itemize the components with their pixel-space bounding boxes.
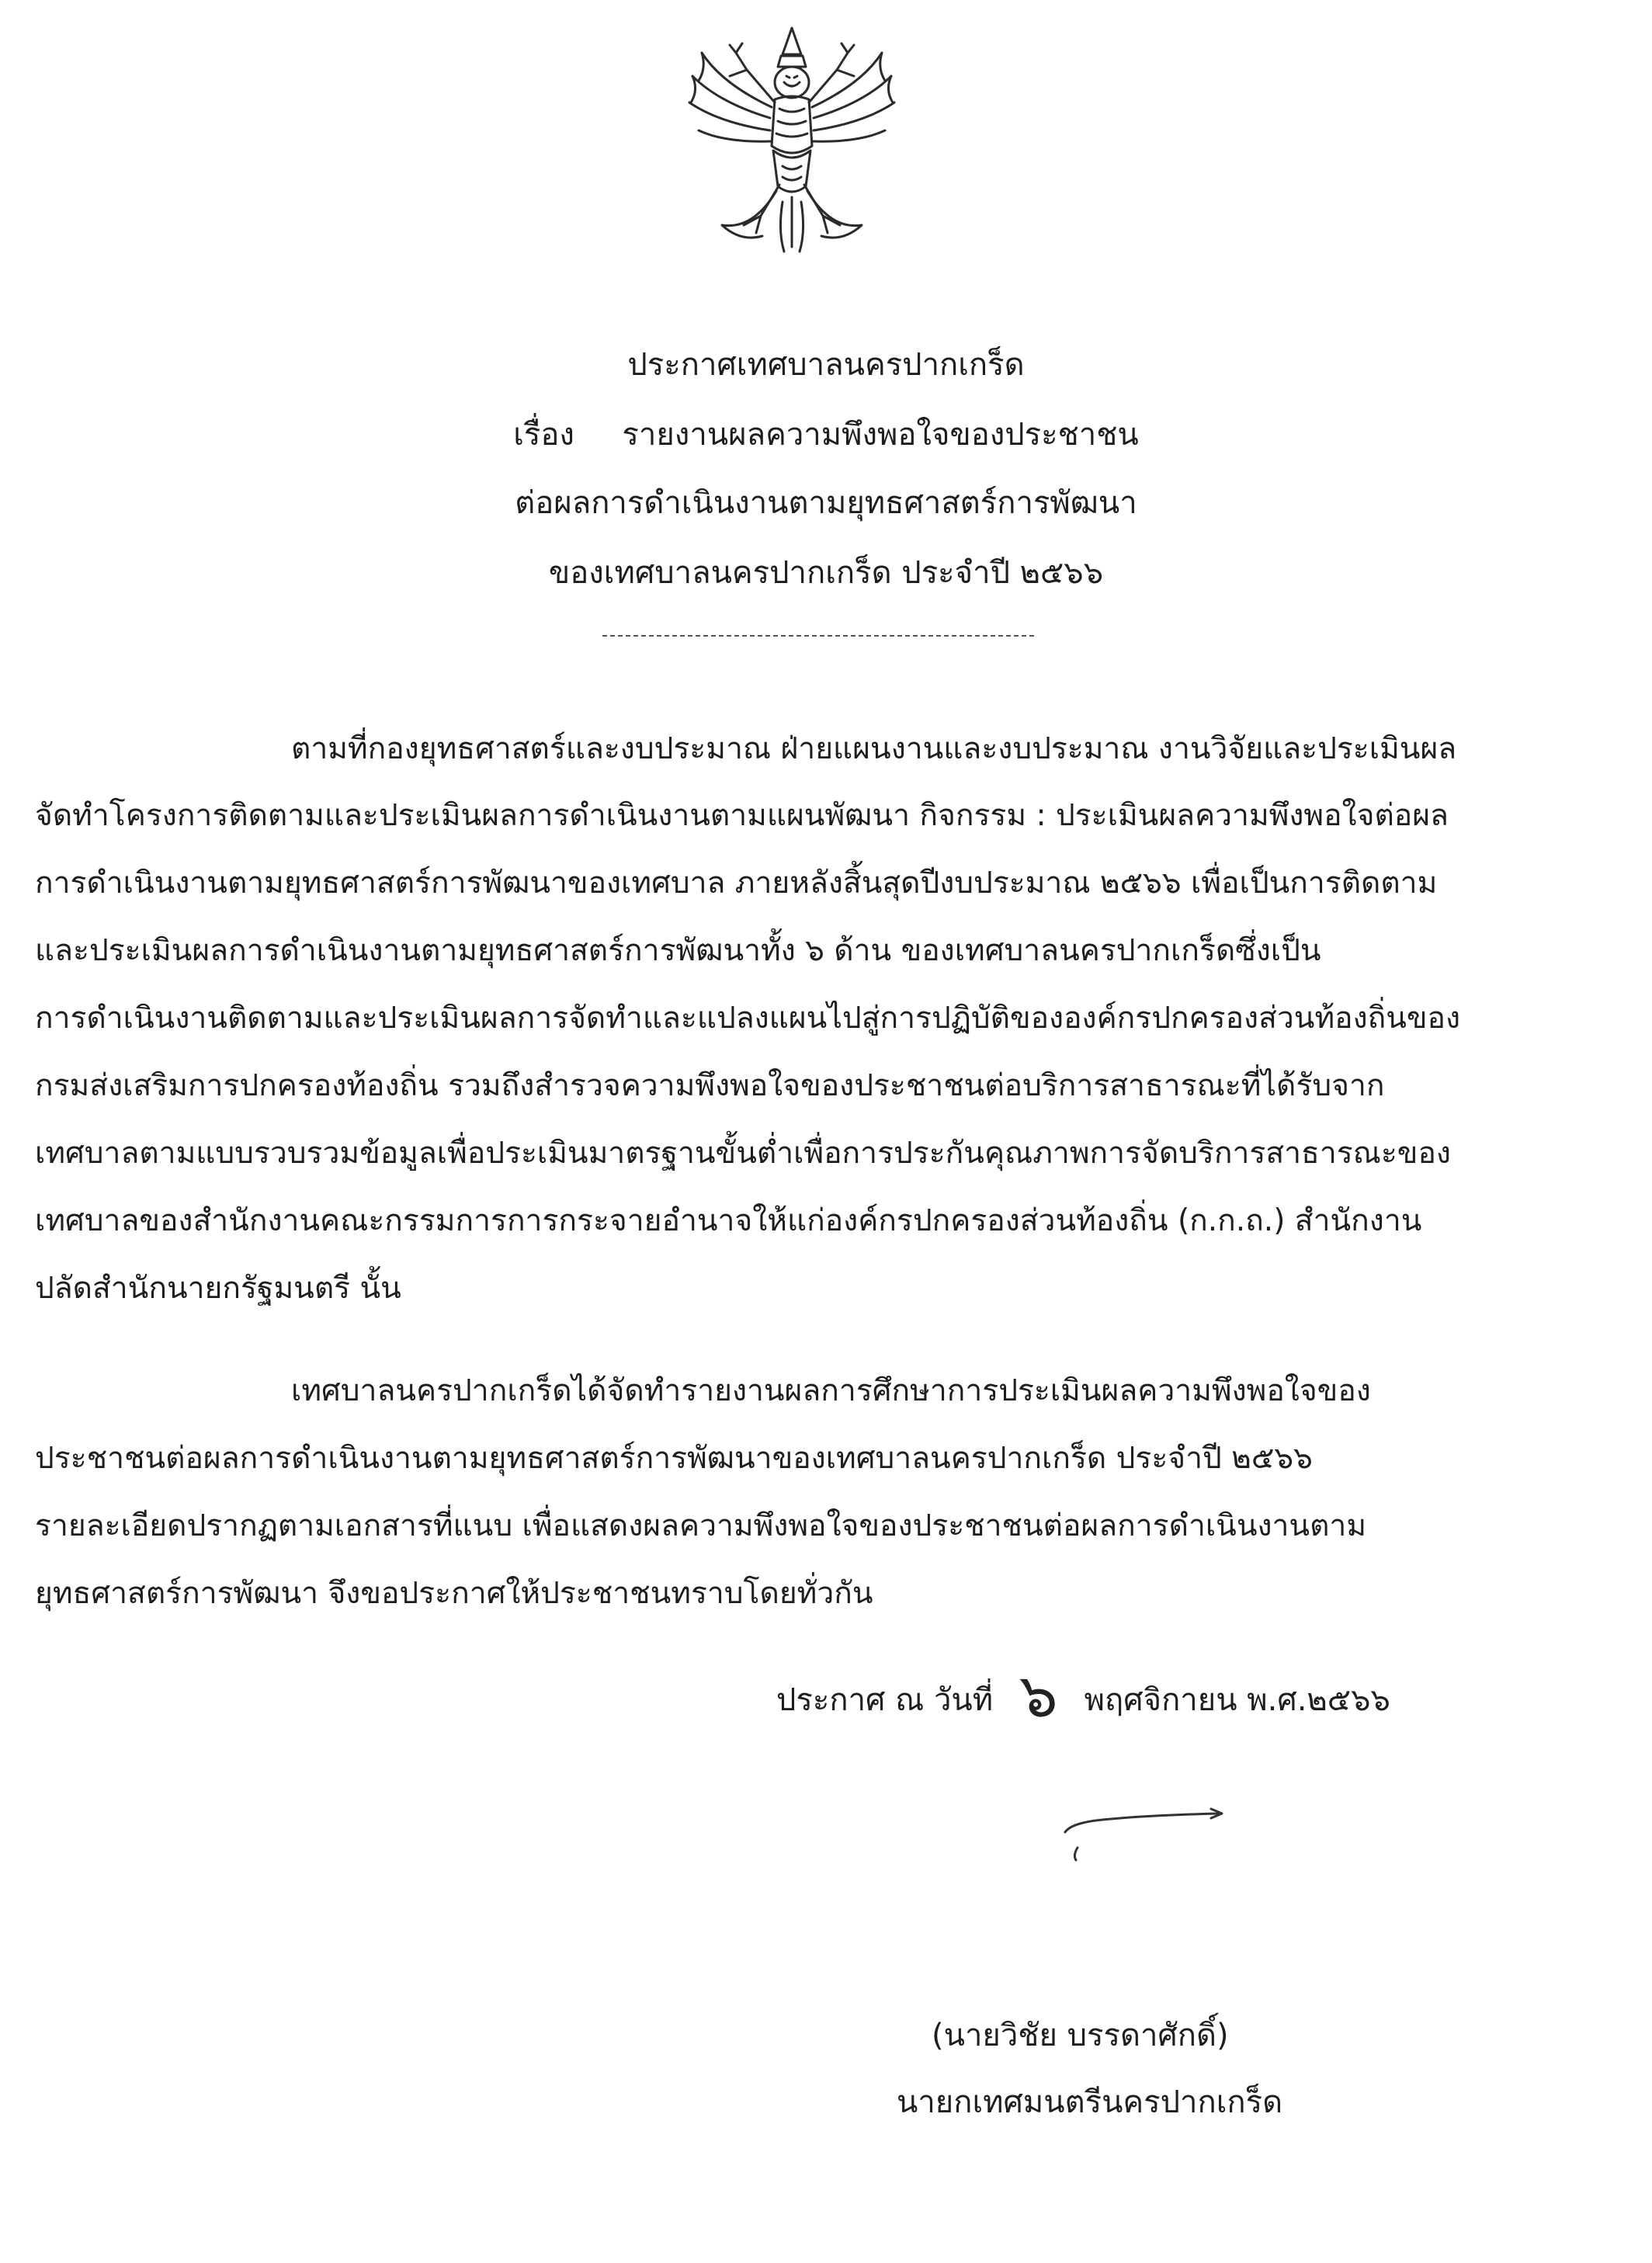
subject-label: เรื่อง: [513, 417, 574, 453]
paragraph-line: ประชาชนต่อผลการดำเนินงานตามยุทธศาสตร์การพัฒนาของเทศบาลนครปากเกร็ด ประจำปี ๒๕๖๖: [35, 1441, 1313, 1476]
paragraph-line: ยุทธศาสตร์การพัฒนา จึงขอประกาศให้ประชาชนทราบโดยทั่วกัน: [35, 1576, 873, 1611]
subject-text: รายงานผลความพึงพอใจของประชาชน: [622, 417, 1139, 453]
paragraph-line: การดำเนินงานติดตามและประเมินผลการจัดทำและแปลงแผนไปสู่การปฏิบัติขององค์กรปกครองส่วนท้องถิ่นของ: [35, 1001, 1461, 1036]
signatory-name: (นายวิชัย บรรดาศักดิ์): [932, 2018, 1229, 2053]
subject-line-2: ต่อผลการดำเนินงานตามยุทธศาสตร์การพัฒนา: [515, 485, 1137, 521]
paragraph-line: เทศบาลของสำนักงานคณะกรรมการการกระจายอำนาจให้แก่องค์กรปกครองส่วนท้องถิ่น (ก.ก.ถ.) สำนักงาน: [35, 1203, 1422, 1238]
paragraph-line: เทศบาลตามแบบรวบรวมข้อมูลเพื่อประเมินมาตรฐานขั้นต่ำเพื่อการประกันคุณภาพการจัดบริการสาธารณะของ: [35, 1136, 1451, 1171]
paragraph-line: ปลัดสำนักนายกรัฐมนตรี นั้น: [35, 1271, 401, 1306]
paragraph-line: การดำเนินงานตามยุทธศาสตร์การพัฒนาของเทศบาล ภายหลังสิ้นสุดปีงบประมาณ ๒๕๖๖ เพื่อเป็นการติดตาม: [35, 866, 1438, 901]
date-month-year: พฤศจิกายน พ.ศ.๒๕๖๖: [1084, 1682, 1390, 1718]
issuer-title: ประกาศเทศบาลนครปากเกร็ด: [627, 347, 1025, 383]
garuda-emblem-icon: [675, 22, 908, 262]
paragraph-line: เทศบาลนครปากเกร็ดได้จัดทำรายงานผลการศึกษาการประเมินผลความพึงพอใจของ: [291, 1373, 1371, 1408]
paragraph-line: ตามที่กองยุทธศาสตร์และงบประมาณ ฝ่ายแผนงานและงบประมาณ งานวิจัยและประเมินผล: [291, 731, 1457, 766]
paragraph-line: กรมส่งเสริมการปกครองท้องถิ่น รวมถึงสำรวจความพึงพอใจของประชาชนต่อบริการสาธารณะที่ได้รับจาก: [35, 1068, 1385, 1103]
paragraph-line: รายละเอียดปรากฏตามเอกสารที่แนบ เพื่อแสดงผลความพึงพอใจของประชาชนต่อผลการดำเนินงานตาม: [35, 1508, 1367, 1543]
handwritten-day: ๖: [1019, 1661, 1058, 1731]
handwritten-signature-icon: [1056, 1800, 1242, 1869]
announcement-date: [776, 1661, 1390, 1731]
signatory-position: นายกเทศมนตรีนครปากเกร็ด: [897, 2084, 1283, 2120]
paragraph-line: จัดทำโครงการติดตามและประเมินผลการดำเนินงานตามแผนพัฒนา กิจกรรม : ประเมินผลความพึงพอใจต่อผล: [35, 798, 1449, 833]
date-prefix: ประกาศ ณ วันที่: [776, 1682, 994, 1718]
subject-line: [0, 411, 1652, 458]
divider-line: [602, 635, 1034, 637]
subject-line-3: ของเทศบาลนครปากเกร็ด ประจำปี ๒๕๖๖: [548, 555, 1104, 591]
paragraph-line: และประเมินผลการดำเนินงานตามยุทธศาสตร์การพัฒนาทั้ง ๖ ด้าน ของเทศบาลนครปากเกร็ดซึ่งเป็น: [35, 933, 1321, 968]
